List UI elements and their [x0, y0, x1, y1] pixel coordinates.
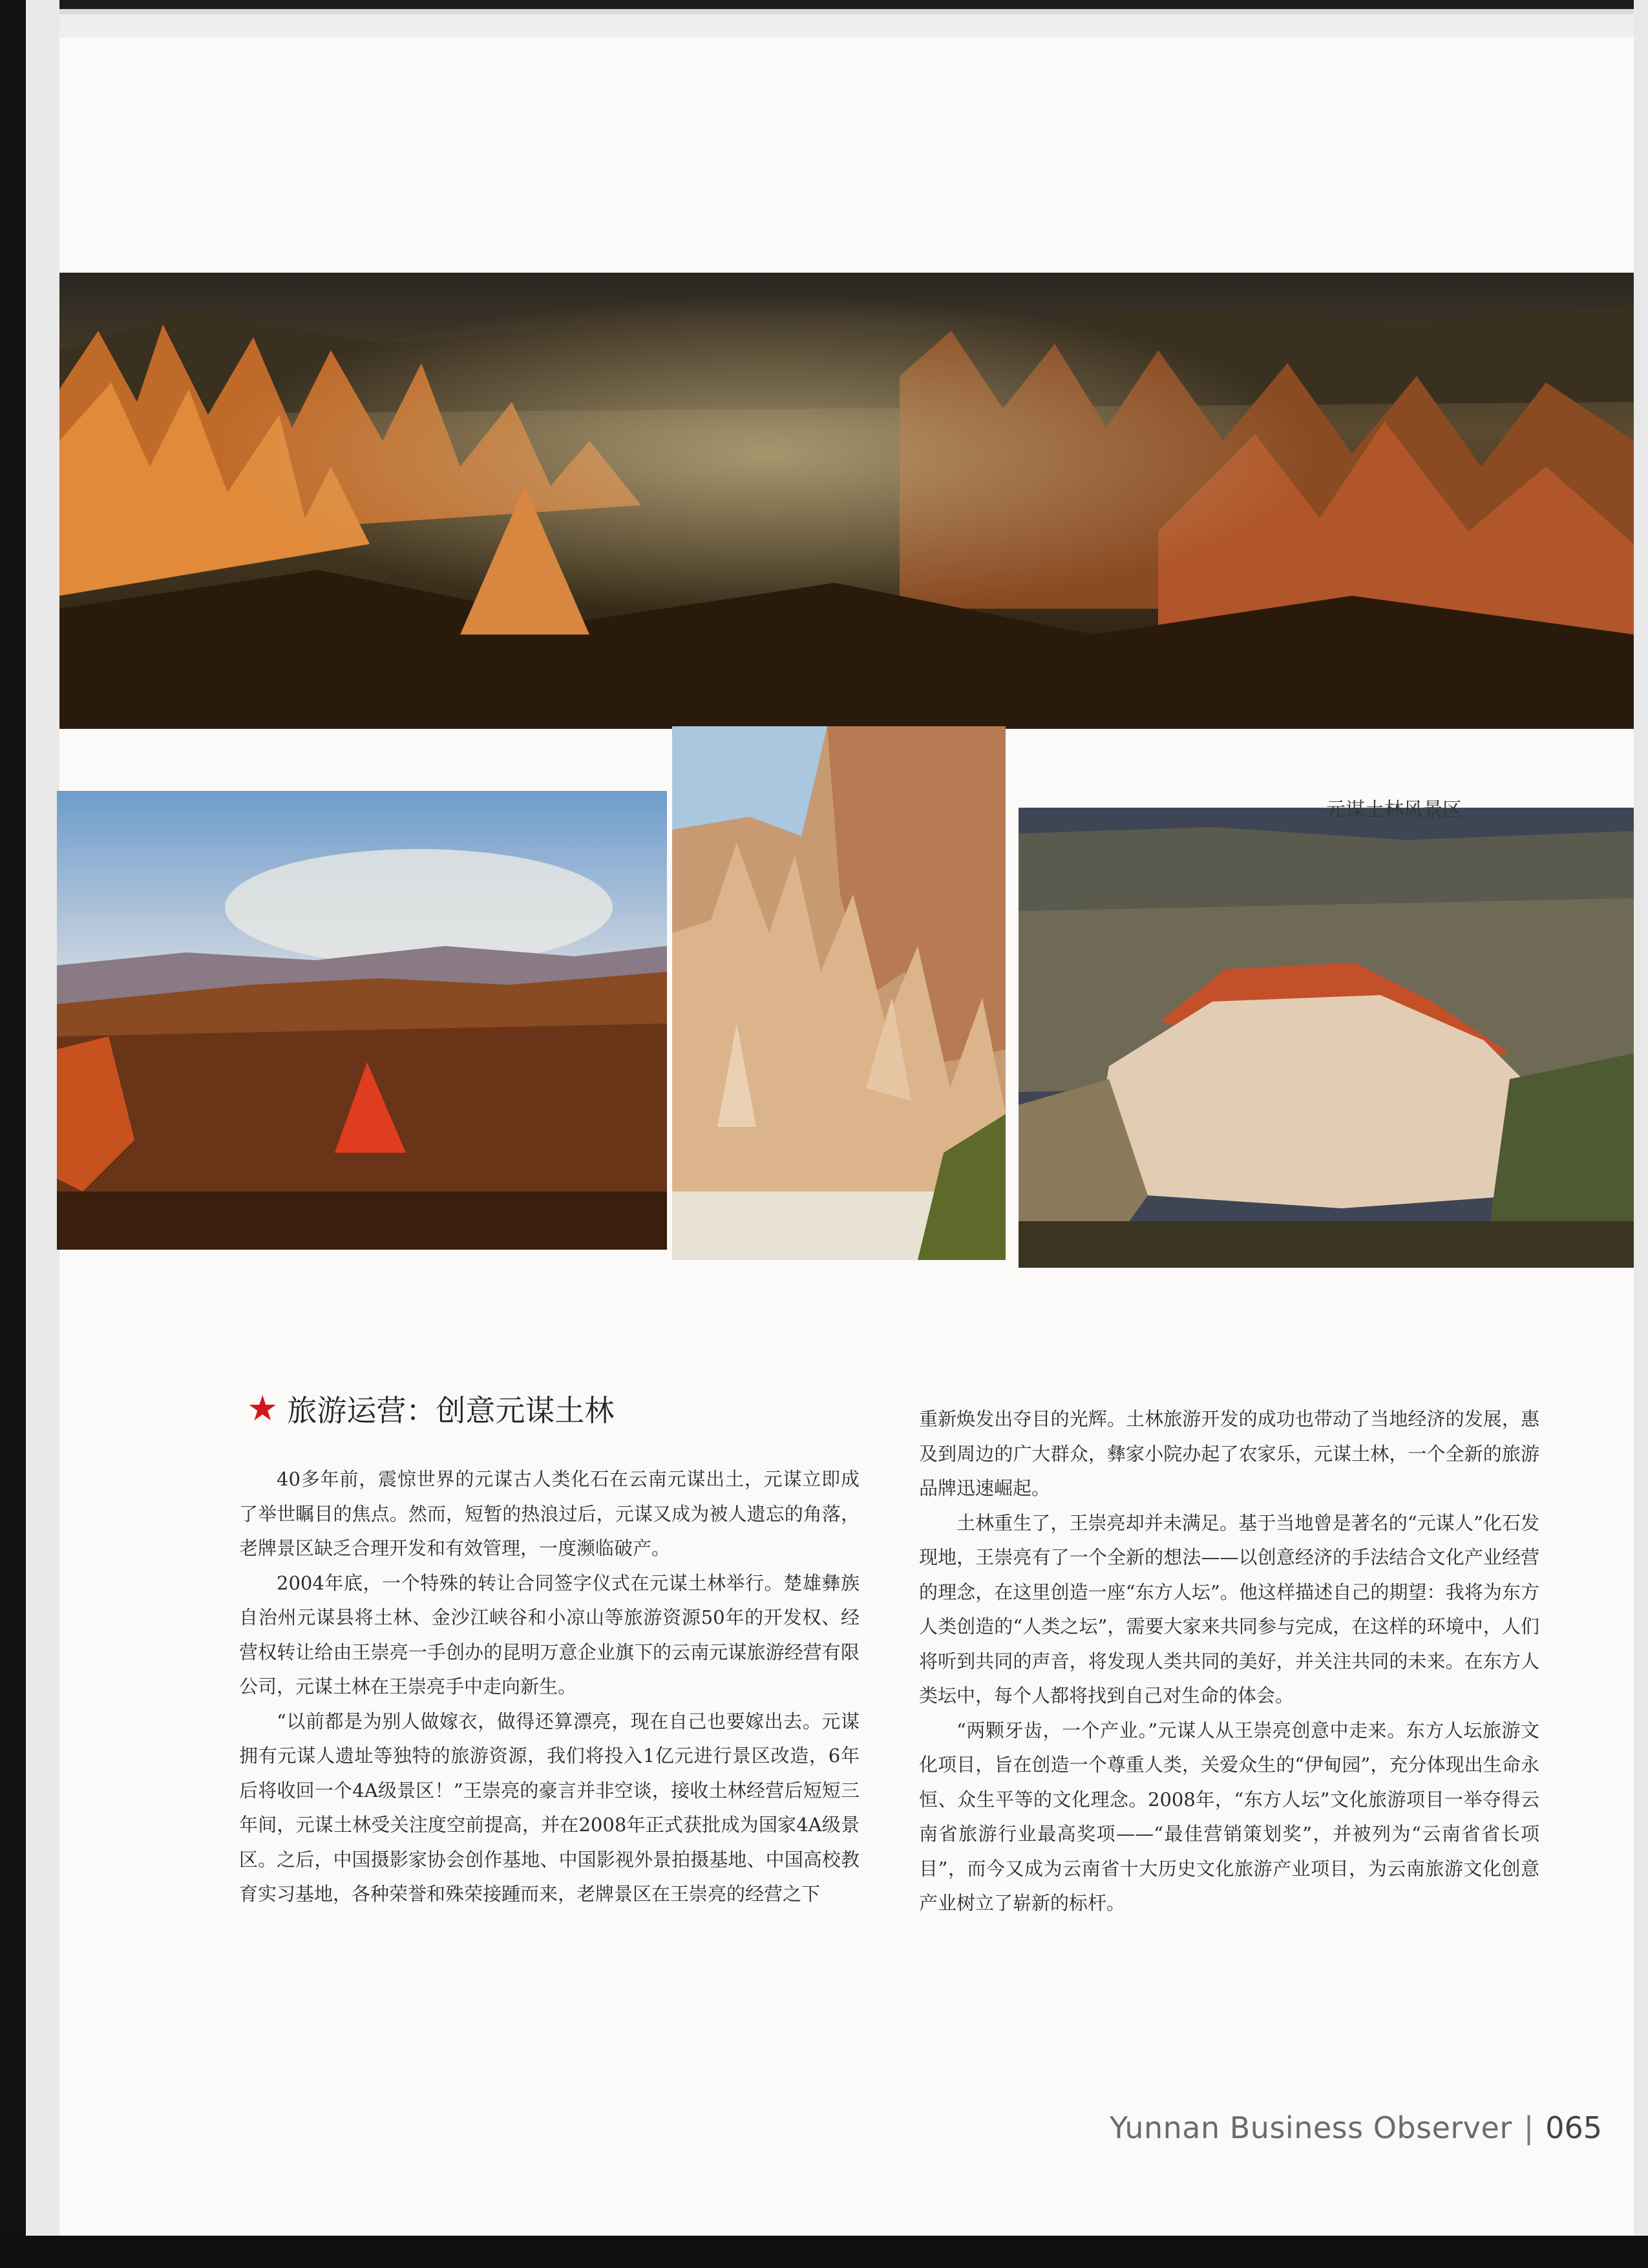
paragraph: “以前都是为别人做嫁衣，做得还算漂亮，现在自己也要嫁出去。元谋拥有元谋人遗址等独特的旅游资源，我们将投入1亿元进行景区改造，6年后将收回一个4A级景区！”王崇亮的豪言并非空谈，接收土林经营后短短三年间，元谋土林受关注度空前提高，并在2008年正式获批成为国家4A级景区。之后，中国摄影家协会创作基地、中国影视外景拍摄基地、中国高校教育实习基地，各种荣誉和殊荣接踵而来，老牌景区在王崇亮的经营之下	[239, 1710, 860, 1905]
scan-top-edge	[0, 0, 1648, 37]
section-heading	[247, 1389, 829, 1428]
article-column-right	[919, 1402, 1539, 1921]
paragraph: “两颗牙齿，一个产业。”元谋人从王崇亮创意中走来。东方人坛旅游文化项目，旨在创造一个尊重人类，关爱众生的“伊甸园”，充分体现出生命永恒、众生平等的文化理念。2008年，“东方人坛”文化旅游项目一举夺得云南省旅游行业最高奖项——“最佳营销策划奖”，并被列为“云南省省长项目”，而今又成为云南省十大历史文化旅游产业项目，为云南旅游文化创意产业树立了崭新的标杆。	[919, 1719, 1539, 1914]
red-star-icon: ★	[247, 1388, 279, 1429]
scan-bottom-edge	[0, 2236, 1648, 2268]
page-number: 065	[1545, 2110, 1603, 2145]
canyon-overlook-photo	[1019, 808, 1634, 1268]
paragraph: 40多年前，震惊世界的元谋古人类化石在云南元谋出土，元谋立即成了举世瞩目的焦点。然而，短暂的热浪过后，元谋又成为被人遗忘的角落，老牌景区缺乏合理开发和有效管理，一度濒临破产。	[239, 1468, 860, 1559]
page-footer	[1110, 2108, 1602, 2147]
footer-separator: |	[1523, 2110, 1534, 2145]
article-column-left	[239, 1462, 860, 1912]
photo-caption: 元谋土林风景区	[1326, 799, 1462, 821]
paragraph: 重新焕发出夺目的光辉。土林旅游开发的成功也带动了当地经济的发展，惠及到周边的广大群众，彝家小院办起了农家乐，元谋土林，一个全新的旅游品牌迅速崛起。	[919, 1408, 1539, 1499]
canyon-sunset-photo	[57, 791, 667, 1250]
scan-right-edge	[1634, 0, 1648, 2268]
magazine-name: Yunnan Business Observer	[1110, 2110, 1512, 2145]
earth-pillars-photo	[672, 726, 1006, 1260]
scan-left-edge	[0, 0, 59, 2268]
paragraph: 土林重生了，王崇亮却并未满足。基于当地曾是著名的“元谋人”化石发现地，王崇亮有了一个全新的想法——以创意经济的手法结合文化产业经营的理念，在这里创造一座“东方人坛”。他这样描述自己的期望：我将为东方人类创造的“人类之坛”，需要大家来共同参与完成，在这样的环境中，人们将听到共同的声音，将发现人类共同的美好，并关注共同的未来。在东方人类坛中，每个人都将找到自己对生命的体会。	[919, 1511, 1539, 1706]
section-title-text: 旅游运营：创意元谋土林	[287, 1393, 615, 1428]
magazine-page	[59, 37, 1634, 2236]
panorama-photo	[59, 273, 1634, 729]
paragraph: 2004年底，一个特殊的转让合同签字仪式在元谋土林举行。楚雄彝族自治州元谋县将土林、金沙江峡谷和小凉山等旅游资源50年的开发权、经营权转让给由王崇亮一手创办的昆明万意企业旗下的云南元谋旅游经营有限公司，元谋土林在王崇亮手中走向新生。	[239, 1571, 860, 1697]
